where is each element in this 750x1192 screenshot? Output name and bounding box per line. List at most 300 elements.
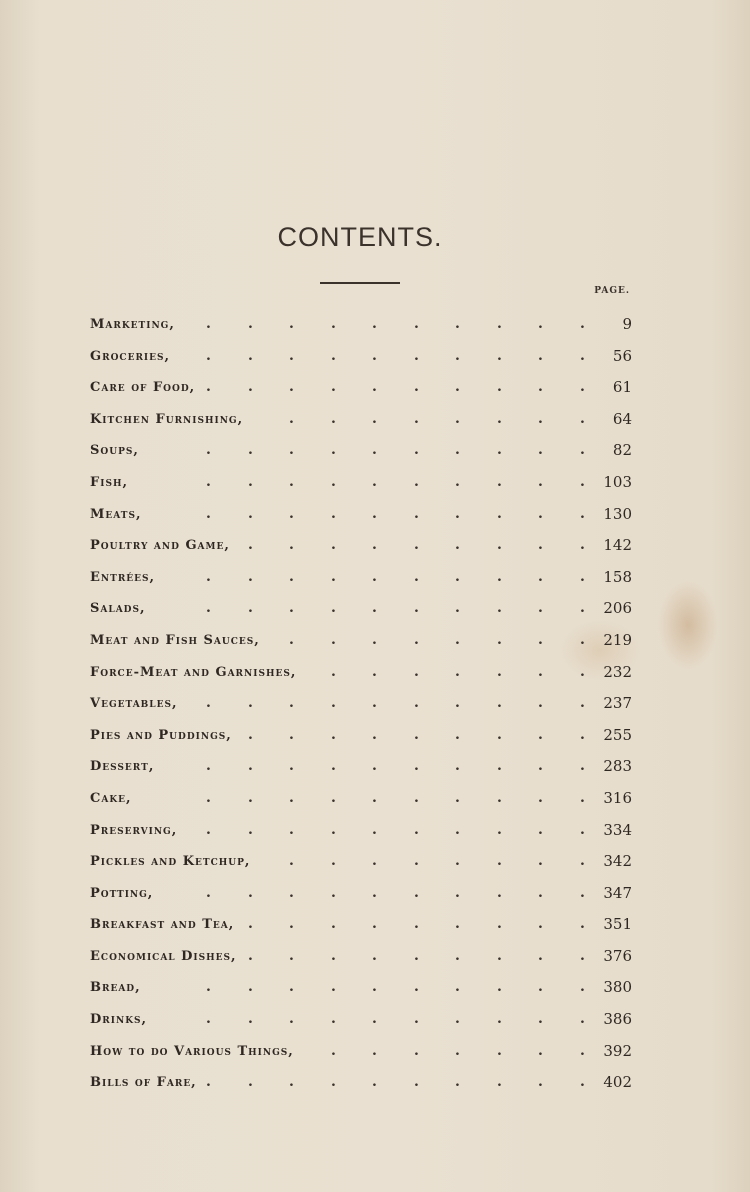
- leader-dot: .: [414, 600, 419, 617]
- entry-title: Kitchen Furnishing,: [90, 411, 244, 427]
- leader-dot: .: [580, 568, 585, 585]
- entry-title: Pickles and Ketchup,: [90, 854, 251, 870]
- leader-dot: .: [497, 600, 502, 617]
- leader-dot: .: [289, 1011, 294, 1028]
- leader-dot: .: [414, 663, 419, 680]
- leader-dot: .: [414, 916, 419, 933]
- contents-entry: [90, 783, 635, 815]
- leader-dot: .: [372, 379, 377, 396]
- leader-dot: .: [538, 410, 543, 427]
- leader-dot: .: [331, 568, 336, 585]
- leader-dot: .: [580, 663, 585, 680]
- entry-page-number: 283: [603, 757, 632, 776]
- leader-dot: .: [372, 1042, 377, 1059]
- leader-dot: .: [206, 758, 211, 775]
- leader-dot: .: [331, 789, 336, 806]
- leader-dot: .: [538, 916, 543, 933]
- leader-dot: .: [372, 853, 377, 870]
- contents-entry: [90, 435, 635, 467]
- entry-page-number: 219: [603, 630, 632, 649]
- leader-dot: .: [580, 979, 585, 996]
- leader-dot: .: [455, 473, 460, 490]
- leader-dot: .: [497, 1011, 502, 1028]
- leader-dot: .: [289, 884, 294, 901]
- entry-page-number: 347: [603, 883, 632, 902]
- entry-page-number: 82: [612, 441, 632, 460]
- leader-dot: .: [206, 379, 211, 396]
- entry-page-number: 130: [603, 504, 632, 523]
- entry-title: Bread,: [90, 980, 141, 996]
- leader-dot: .: [331, 473, 336, 490]
- leader-dot: .: [455, 726, 460, 743]
- leader-dot: .: [331, 631, 336, 648]
- leader-dot: .: [455, 537, 460, 554]
- contents-entry: [90, 1004, 635, 1036]
- leader-dot: .: [414, 473, 419, 490]
- entry-page-number: 237: [603, 694, 632, 713]
- leader-dot: .: [538, 505, 543, 522]
- leader-dot: .: [372, 410, 377, 427]
- leader-dot: .: [497, 758, 502, 775]
- leader-dot: .: [289, 316, 294, 332]
- leader-dot: .: [331, 316, 336, 332]
- entry-title: Groceries,: [90, 348, 171, 364]
- entry-page-number: 402: [603, 1073, 632, 1092]
- entry-page-number: 56: [612, 346, 632, 365]
- entry-title: Entrées,: [90, 569, 156, 585]
- leader-dot: .: [372, 568, 377, 585]
- leader-dot: .: [289, 379, 294, 396]
- leader-dot: .: [497, 821, 502, 838]
- leader-dot: .: [331, 1011, 336, 1028]
- leader-dot: .: [372, 1074, 377, 1091]
- leader-dot: .: [372, 726, 377, 743]
- leader-dot: .: [206, 979, 211, 996]
- leader-dot: .: [538, 821, 543, 838]
- leader-dot: .: [497, 316, 502, 332]
- contents-entry: [90, 688, 635, 720]
- leader-dot: .: [289, 631, 294, 648]
- leader-dot: .: [248, 884, 253, 901]
- leader-dot: .: [497, 631, 502, 648]
- leader-dot: .: [331, 1042, 336, 1059]
- leader-dot: .: [331, 410, 336, 427]
- page-column-header: PAGE.: [594, 286, 630, 296]
- leader-dots: [90, 972, 590, 1004]
- leader-dot: .: [580, 1042, 585, 1059]
- entry-page-number: 9: [622, 315, 632, 333]
- leader-dot: .: [289, 347, 294, 364]
- leader-dot: .: [414, 789, 419, 806]
- leader-dot: .: [248, 537, 253, 554]
- leader-dot: .: [289, 947, 294, 964]
- leader-dot: .: [206, 347, 211, 364]
- leader-dot: .: [331, 347, 336, 364]
- leader-dot: .: [331, 505, 336, 522]
- leader-dot: .: [538, 473, 543, 490]
- leader-dot: .: [538, 1042, 543, 1059]
- leader-dot: .: [206, 316, 211, 332]
- entry-page-number: 255: [603, 725, 632, 744]
- leader-dot: .: [372, 631, 377, 648]
- leader-dot: .: [414, 379, 419, 396]
- leader-dot: .: [580, 758, 585, 775]
- leader-dot: .: [372, 821, 377, 838]
- leader-dot: .: [331, 379, 336, 396]
- leader-dot: .: [289, 695, 294, 712]
- entry-title: Pies and Puddings,: [90, 727, 232, 743]
- leader-dot: .: [580, 695, 585, 712]
- leader-dot: .: [414, 537, 419, 554]
- contents-entry: [90, 1067, 635, 1099]
- leader-dot: .: [538, 695, 543, 712]
- leader-dot: .: [455, 1074, 460, 1091]
- leader-dot: .: [538, 663, 543, 680]
- leader-dot: .: [580, 821, 585, 838]
- leader-dot: .: [372, 600, 377, 617]
- leader-dot: .: [497, 979, 502, 996]
- contents-entry: [90, 372, 635, 404]
- contents-entry: [90, 499, 635, 531]
- entry-title: Drinks,: [90, 1012, 148, 1028]
- leader-dot: .: [455, 379, 460, 396]
- leader-dot: .: [206, 821, 211, 838]
- contents-entry: [90, 972, 635, 1004]
- leader-dot: .: [580, 600, 585, 617]
- entry-page-number: 158: [603, 567, 632, 586]
- leader-dot: .: [580, 947, 585, 964]
- leader-dot: .: [414, 695, 419, 712]
- leader-dot: .: [206, 505, 211, 522]
- leader-dot: .: [497, 473, 502, 490]
- entry-title: Fish,: [90, 474, 128, 490]
- entry-page-number: 61: [612, 378, 632, 397]
- leader-dot: .: [538, 631, 543, 648]
- leader-dot: .: [372, 663, 377, 680]
- leader-dot: .: [331, 442, 336, 459]
- entry-title: Economical Dishes,: [90, 948, 237, 964]
- leader-dot: .: [538, 347, 543, 364]
- leader-dot: .: [414, 568, 419, 585]
- leader-dot: .: [206, 600, 211, 617]
- leader-dot: .: [248, 726, 253, 743]
- entry-page-number: 392: [603, 1041, 632, 1060]
- leader-dot: .: [538, 1011, 543, 1028]
- leader-dot: .: [248, 1011, 253, 1028]
- leader-dots: [90, 593, 590, 625]
- leader-dot: .: [414, 853, 419, 870]
- leader-dot: .: [580, 884, 585, 901]
- leader-dot: .: [538, 789, 543, 806]
- leader-dot: .: [248, 1074, 253, 1091]
- leader-dot: .: [206, 884, 211, 901]
- leader-dot: .: [580, 473, 585, 490]
- leader-dot: .: [580, 631, 585, 648]
- entry-page-number: 232: [603, 662, 632, 681]
- leader-dot: .: [248, 347, 253, 364]
- contents-entry: [90, 941, 635, 973]
- leader-dot: .: [538, 758, 543, 775]
- leader-dots: [90, 562, 590, 594]
- leader-dot: .: [289, 916, 294, 933]
- leader-dot: .: [372, 979, 377, 996]
- contents-entry: [90, 467, 635, 499]
- leader-dots: [90, 751, 590, 783]
- entry-title: Vegetables,: [90, 696, 178, 712]
- entry-title: Bills of Fare,: [90, 1075, 197, 1091]
- leader-dot: .: [331, 758, 336, 775]
- leader-dot: .: [455, 600, 460, 617]
- leader-dot: .: [455, 505, 460, 522]
- leader-dot: .: [289, 442, 294, 459]
- leader-dot: .: [206, 473, 211, 490]
- leader-dot: .: [455, 979, 460, 996]
- leader-dot: .: [414, 631, 419, 648]
- leader-dot: .: [455, 347, 460, 364]
- leader-dot: .: [372, 789, 377, 806]
- entry-title: Care of Food,: [90, 380, 196, 396]
- entry-title: Salads,: [90, 601, 146, 617]
- entry-title: Poultry and Game,: [90, 538, 230, 554]
- leader-dot: .: [497, 410, 502, 427]
- leader-dot: .: [455, 663, 460, 680]
- leader-dots: [90, 499, 590, 531]
- leader-dot: .: [414, 505, 419, 522]
- entry-title: Potting,: [90, 885, 154, 901]
- leader-dot: .: [497, 1042, 502, 1059]
- leader-dot: .: [538, 1074, 543, 1091]
- leader-dot: .: [414, 347, 419, 364]
- leader-dot: .: [289, 821, 294, 838]
- leader-dot: .: [497, 505, 502, 522]
- leader-dot: .: [455, 568, 460, 585]
- leader-dots: [90, 878, 590, 910]
- leader-dot: .: [455, 1011, 460, 1028]
- leader-dot: .: [331, 947, 336, 964]
- leader-dot: .: [580, 316, 585, 332]
- leader-dot: .: [331, 916, 336, 933]
- contents-entry: [90, 751, 635, 783]
- contents-entry: [90, 909, 635, 941]
- leader-dots: [90, 435, 590, 467]
- leader-dot: .: [248, 568, 253, 585]
- leader-dot: .: [331, 726, 336, 743]
- leader-dot: .: [372, 947, 377, 964]
- leader-dot: .: [455, 758, 460, 775]
- leader-dot: .: [248, 473, 253, 490]
- leader-dot: .: [455, 789, 460, 806]
- entry-title: Soups,: [90, 443, 139, 459]
- contents-entry: [90, 593, 635, 625]
- leader-dot: .: [206, 1074, 211, 1091]
- leader-dot: .: [372, 695, 377, 712]
- leader-dot: .: [538, 379, 543, 396]
- leader-dot: .: [248, 947, 253, 964]
- leader-dot: .: [497, 347, 502, 364]
- leader-dot: .: [248, 821, 253, 838]
- leader-dot: .: [538, 884, 543, 901]
- leader-dot: .: [455, 695, 460, 712]
- leader-dot: .: [331, 695, 336, 712]
- entry-page-number: 142: [603, 536, 632, 555]
- leader-dot: .: [289, 789, 294, 806]
- entry-title: Marketing,: [90, 317, 175, 332]
- contents-entry: [90, 530, 635, 562]
- leader-dot: .: [497, 884, 502, 901]
- leader-dot: .: [289, 505, 294, 522]
- leader-dot: .: [455, 853, 460, 870]
- entry-page-number: 64: [612, 409, 632, 428]
- leader-dot: .: [372, 505, 377, 522]
- leader-dot: .: [289, 758, 294, 775]
- leader-dot: .: [248, 379, 253, 396]
- leader-dot: .: [414, 442, 419, 459]
- leader-dot: .: [206, 789, 211, 806]
- leader-dot: .: [289, 568, 294, 585]
- leader-dot: .: [538, 442, 543, 459]
- title-rule: [320, 282, 400, 284]
- leader-dot: .: [414, 1011, 419, 1028]
- entry-page-number: 386: [603, 1010, 632, 1029]
- leader-dots: [90, 1004, 590, 1036]
- leader-dot: .: [289, 979, 294, 996]
- leader-dot: .: [455, 947, 460, 964]
- entry-title: Dessert,: [90, 759, 155, 775]
- leader-dot: .: [538, 947, 543, 964]
- leader-dots: [90, 467, 590, 499]
- page-title: CONTENTS.: [277, 222, 443, 252]
- contents-list: [90, 309, 635, 1099]
- leader-dot: .: [248, 916, 253, 933]
- leader-dot: .: [331, 600, 336, 617]
- leader-dot: .: [248, 979, 253, 996]
- contents-entry: [90, 846, 635, 878]
- leader-dot: .: [331, 1074, 336, 1091]
- leader-dot: .: [331, 884, 336, 901]
- leader-dot: .: [331, 821, 336, 838]
- leader-dot: .: [372, 537, 377, 554]
- leader-dot: .: [538, 726, 543, 743]
- contents-entry: [90, 404, 635, 436]
- leader-dot: .: [497, 726, 502, 743]
- leader-dot: .: [580, 853, 585, 870]
- leader-dot: .: [455, 1042, 460, 1059]
- leader-dot: .: [414, 410, 419, 427]
- leader-dot: .: [538, 979, 543, 996]
- leader-dot: .: [331, 979, 336, 996]
- leader-dot: .: [580, 347, 585, 364]
- entry-page-number: 380: [603, 978, 632, 997]
- leader-dot: .: [580, 505, 585, 522]
- leader-dot: .: [497, 379, 502, 396]
- leader-dot: .: [248, 600, 253, 617]
- leader-dot: .: [538, 316, 543, 332]
- leader-dot: .: [580, 410, 585, 427]
- leader-dot: .: [372, 316, 377, 332]
- leader-dot: .: [206, 695, 211, 712]
- leader-dot: .: [414, 1074, 419, 1091]
- entry-page-number: 206: [603, 599, 632, 618]
- leader-dot: .: [580, 1011, 585, 1028]
- contents-entry: [90, 657, 635, 689]
- entry-title: Breakfast and Tea,: [90, 917, 235, 933]
- contents-entry: [90, 562, 635, 594]
- leader-dot: .: [289, 537, 294, 554]
- leader-dot: .: [455, 631, 460, 648]
- leader-dot: .: [497, 947, 502, 964]
- leader-dot: .: [289, 473, 294, 490]
- leader-dot: .: [497, 663, 502, 680]
- leader-dot: .: [580, 1074, 585, 1091]
- leader-dot: .: [414, 884, 419, 901]
- entry-title: Preserving,: [90, 822, 178, 838]
- contents-entry: [90, 341, 635, 373]
- leader-dot: .: [289, 853, 294, 870]
- leader-dot: .: [538, 537, 543, 554]
- leader-dot: .: [206, 568, 211, 585]
- contents-entry: [90, 625, 635, 657]
- leader-dot: .: [372, 916, 377, 933]
- leader-dot: .: [372, 473, 377, 490]
- entry-title: Cake,: [90, 790, 132, 806]
- leader-dot: .: [455, 821, 460, 838]
- leader-dot: .: [372, 758, 377, 775]
- leader-dot: .: [455, 916, 460, 933]
- leader-dot: .: [580, 537, 585, 554]
- leader-dot: .: [580, 789, 585, 806]
- contents-entry: [90, 720, 635, 752]
- contents-entry: [90, 309, 635, 341]
- leader-dot: .: [455, 442, 460, 459]
- entry-title: How to do Various Things,: [90, 1043, 294, 1059]
- leader-dot: .: [372, 442, 377, 459]
- entry-page-number: 376: [603, 946, 632, 965]
- leader-dot: .: [248, 789, 253, 806]
- leader-dot: .: [414, 316, 419, 332]
- leader-dot: .: [538, 600, 543, 617]
- leader-dot: .: [248, 505, 253, 522]
- leader-dot: .: [538, 568, 543, 585]
- leader-dot: .: [331, 663, 336, 680]
- leader-dot: .: [206, 442, 211, 459]
- entry-title: Meats,: [90, 506, 142, 522]
- leader-dot: .: [414, 1042, 419, 1059]
- leader-dot: .: [497, 789, 502, 806]
- leader-dot: .: [497, 568, 502, 585]
- leader-dot: .: [289, 1074, 294, 1091]
- leader-dot: .: [248, 316, 253, 332]
- leader-dot: .: [289, 410, 294, 427]
- leader-dot: .: [497, 537, 502, 554]
- leader-dot: .: [331, 853, 336, 870]
- entry-page-number: 103: [603, 472, 632, 491]
- entry-page-number: 351: [603, 915, 632, 934]
- leader-dot: .: [289, 600, 294, 617]
- entry-page-number: 334: [603, 820, 632, 839]
- contents-entry: [90, 815, 635, 847]
- leader-dot: .: [289, 726, 294, 743]
- leader-dot: .: [580, 442, 585, 459]
- leader-dot: .: [248, 758, 253, 775]
- leader-dot: .: [372, 884, 377, 901]
- leader-dot: .: [206, 1011, 211, 1028]
- leader-dot: .: [331, 537, 336, 554]
- entry-page-number: 316: [603, 788, 632, 807]
- leader-dot: .: [372, 347, 377, 364]
- leader-dot: .: [372, 1011, 377, 1028]
- entry-page-number: 342: [603, 852, 632, 871]
- leader-dot: .: [580, 916, 585, 933]
